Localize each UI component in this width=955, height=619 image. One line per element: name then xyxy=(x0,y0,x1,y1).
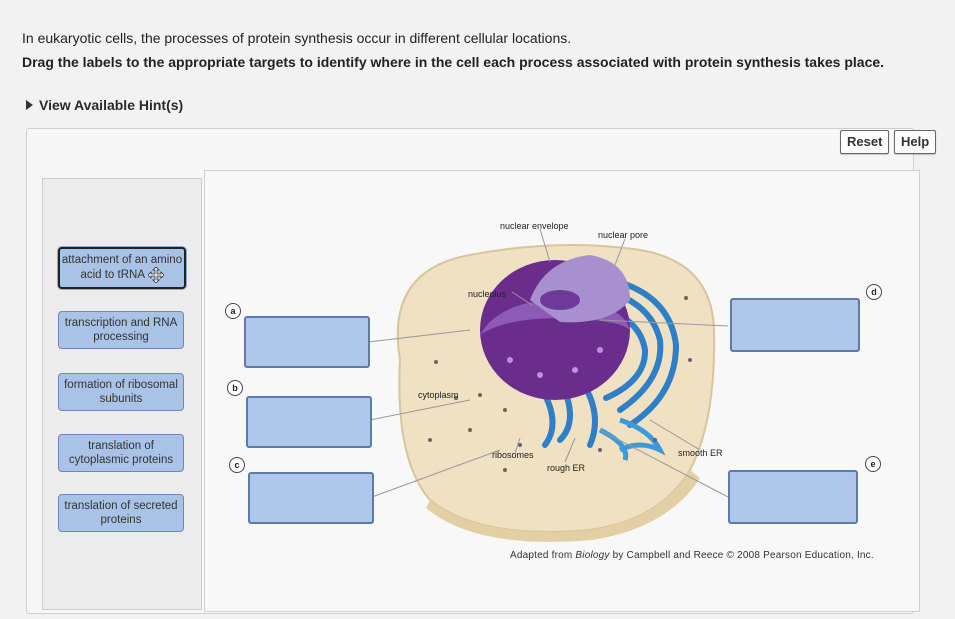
label-cytoplasm: cytoplasm xyxy=(418,390,459,400)
draggable-label-ribosomal-subunits[interactable]: formation of ribosomal subunits xyxy=(58,373,184,411)
label-rough-er: rough ER xyxy=(547,463,586,473)
help-button[interactable]: Help xyxy=(894,130,936,154)
draggable-label-cytoplasmic-translation[interactable]: translation of cytoplasmic proteins xyxy=(58,434,184,472)
target-badge-c: c xyxy=(229,457,245,473)
question-intro: In eukaryotic cells, the processes of protein synthesis occur in different cellular locations. xyxy=(22,30,572,46)
draggable-label-text: attachment of an amino acid to tRNA xyxy=(61,254,183,282)
label-nucleolus: nucleolus xyxy=(468,289,507,299)
view-hints-label: View Available Hint(s) xyxy=(39,97,184,113)
draggable-label-transcription[interactable]: transcription and RNA processing xyxy=(58,311,184,349)
target-badge-a: a xyxy=(225,303,241,319)
target-badge-d: d xyxy=(866,284,882,300)
label-nuclear-pore: nuclear pore xyxy=(598,230,649,240)
drop-target-d[interactable] xyxy=(730,298,860,352)
drop-target-a[interactable] xyxy=(244,316,370,368)
target-badge-b: b xyxy=(227,380,243,396)
image-credit: Adapted from Biology by Campbell and Reece © 2008 Pearson Education, Inc. xyxy=(510,550,874,561)
target-badge-e: e xyxy=(865,456,881,472)
drop-target-b[interactable] xyxy=(246,396,372,448)
drop-target-c[interactable] xyxy=(248,472,374,524)
label-nuclear-envelope: nuclear envelope xyxy=(500,221,569,231)
reset-button[interactable]: Reset xyxy=(840,130,889,154)
cell-illustration xyxy=(368,221,728,542)
label-ribosomes: ribosomes xyxy=(492,450,534,460)
drop-target-e[interactable] xyxy=(728,470,858,524)
question-instruction: Drag the labels to the appropriate targets to identify where in the cell each process associated with protein synthesis takes place. xyxy=(22,54,885,70)
label-smooth-er: smooth ER xyxy=(678,448,723,458)
draggable-label-secreted-translation[interactable]: translation of secreted proteins xyxy=(58,494,184,532)
